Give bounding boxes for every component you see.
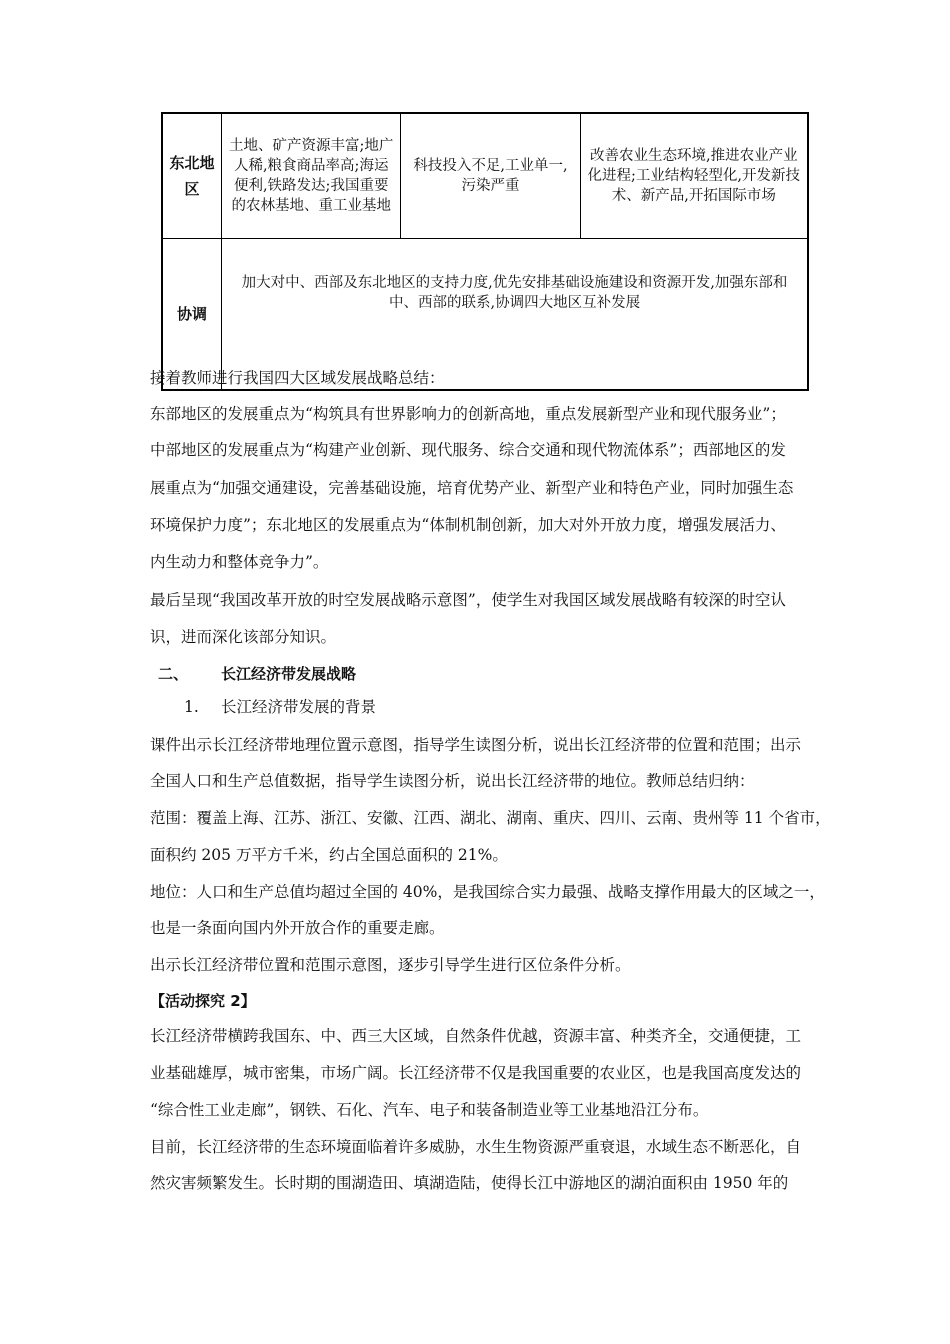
activity-line-1: 长江经济带横跨我国东、中、西三大区域，自然条件优越，资源丰富、种类齐全，交通便捷，工	[150, 1027, 802, 1045]
summary-line-1: 中部地区的发展重点为“构建产业创新、现代服务、综合交通和现代物流体系”；西部地区的发	[150, 441, 786, 459]
status-line-2: 也是一条面向国内外开放合作的重要走廊。	[150, 919, 445, 937]
courseware-line-2: 全国人口和生产总值数据，指导学生读图分析，说出长江经济带的地位。教师总结归纳：	[150, 772, 755, 790]
subsection-title: 长江经济带发展的背景	[221, 698, 377, 716]
summary-line-2: 展重点为“加强交通建设，完善基础设施，培育优势产业、新型产业和特色产业，同时加强生态	[150, 479, 794, 497]
table-row-northeast	[162, 113, 808, 239]
activity-line-2: 业基础雄厚，城市密集，市场广阔。长江经济带不仅是我国重要的农业区，也是我国高度发达的	[150, 1064, 802, 1082]
cell-coordination-content: 加大对中、西部及东北地区的支持力度,优先安排基础设施建设和资源开发,加强东部和中、西部的联系,协调四大地区互补发展	[222, 239, 808, 391]
section-title: 长江经济带发展战略	[221, 665, 357, 683]
subsection-number: 1.	[184, 698, 199, 716]
summary-intro: 接着教师进行我国四大区域发展战略总结：	[150, 369, 445, 387]
row-header-northeast: 东北地区	[162, 113, 222, 239]
scope-line-1: 范围：覆盖上海、江苏、浙江、安徽、江西、湖北、湖南、重庆、四川、云南、贵州等 11 个省市，	[150, 809, 831, 827]
summary-line-4: 内生动力和整体竞争力”。	[150, 553, 329, 571]
row-header-coordination: 协调	[162, 239, 222, 391]
current-line-2: 然灾害频繁发生。长时期的围湖造田、填湖造陆，使得长江中游地区的湖泊面积由 1950 年的	[150, 1174, 789, 1192]
summary-east: 东部地区的发展重点为“构筑具有世界影响力的创新高地，重点发展新型产业和现代服务业”；	[150, 405, 786, 423]
cell-northeast-problem: 科技投入不足,工业单一,污染严重	[401, 113, 580, 239]
cell-northeast-measure: 改善农业生态环境,推进农业产业化进程;工业结构轻型化,开发新技术、新产品,开拓国际市场	[580, 113, 808, 239]
region-strategy-table	[161, 112, 809, 391]
final-line-1: 最后呈现“我国改革开放的时空发展战略示意图”，使学生对我国区域发展战略有较深的时空认	[150, 591, 786, 609]
cell-northeast-basis: 土地、矿产资源丰富;地广人稀,粮食商品率高;海运便利,铁路发达;我国重要的农林基地、重工业基地	[222, 113, 401, 239]
show-map-line: 出示长江经济带位置和范围示意图，逐步引导学生进行区位条件分析。	[150, 956, 631, 974]
section-number: 二、	[158, 665, 189, 683]
courseware-line-1: 课件出示长江经济带地理位置示意图，指导学生读图分析，说出长江经济带的位置和范围；出示	[150, 736, 802, 754]
final-line-2: 识，进而深化该部分知识。	[150, 628, 337, 646]
status-line-1: 地位：人口和生产总值均超过全国的 40%，是我国综合实力最强、战略支撑作用最大的区域之一，	[150, 883, 825, 901]
activity-line-3: “综合性工业走廊”，钢铁、石化、汽车、电子和装备制造业等工业基地沿江分布。	[150, 1101, 709, 1119]
scope-line-2: 面积约 205 万平方千米，约占全国总面积的 21%。	[150, 846, 508, 864]
activity-title: 【活动探究 2】	[150, 992, 256, 1010]
summary-line-3: 环境保护力度”；东北地区的发展重点为“体制机制创新，加大对外开放力度，增强发展活力、	[150, 516, 786, 534]
current-line-1: 目前，长江经济带的生态环境面临着许多威胁，水生生物资源严重衰退，水域生态不断恶化，自	[150, 1138, 802, 1156]
